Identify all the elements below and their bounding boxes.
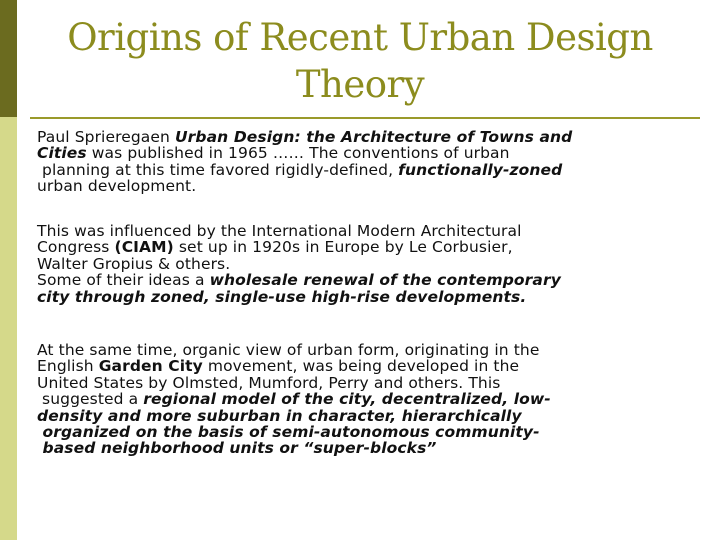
text-run: suggested a <box>37 390 144 409</box>
paragraph-1-line-2 <box>37 145 687 161</box>
emphasis: regional model of the city, decentralized, low- <box>143 390 551 409</box>
paragraph-3-line-1: At the same time, organic view of urban form, originating in the <box>37 341 540 359</box>
emphasis: wholesale renewal of the contemporary <box>209 271 561 290</box>
paragraph-1 <box>37 129 687 195</box>
paragraph-2-line-3: Walter Gropius & others. <box>37 254 231 273</box>
title-divider <box>30 117 700 119</box>
book-title-emphasis: Cities <box>37 144 87 163</box>
sidebar-dark-band <box>0 0 17 117</box>
text-run: movement, was being developed in the <box>202 357 520 376</box>
paragraph-2-line-1: This was influenced by the International Modern Architectural <box>37 222 522 240</box>
text-run: English <box>37 357 99 376</box>
paragraph-3-line-2 <box>37 358 687 374</box>
slide-title-line-1: Origins of Recent Urban Design <box>67 16 653 59</box>
paragraph-2-line-4 <box>37 272 687 288</box>
text-run: planning at this time favored rigidly-defined, <box>37 160 399 179</box>
slide-title-line-2: Theory <box>295 63 425 106</box>
book-title-emphasis: Urban Design: the Architecture of Towns and <box>175 128 573 146</box>
text-run: set up in 1920s in Europe by Le Corbusier, <box>173 238 513 257</box>
paragraph-2-line-5: city through zoned, single-use high-rise developments. <box>37 287 527 306</box>
emphasis: functionally-zoned <box>398 160 563 179</box>
slide-title <box>20 14 700 108</box>
paragraph-3-line-7: based neighborhood units or “super-blocks” <box>37 439 437 458</box>
paragraph-3-line-4 <box>37 391 687 407</box>
garden-city-emphasis: Garden City <box>98 357 203 376</box>
text-run: was published in 1965 …… The conventions of urban <box>86 144 510 163</box>
text-run: Paul Sprieregaen <box>37 128 175 146</box>
acronym-emphasis: (CIAM) <box>114 238 174 257</box>
sidebar-light-band <box>0 117 17 540</box>
paragraph-2 <box>37 223 687 305</box>
paragraph-1-line-4: urban development. <box>37 177 197 196</box>
text-run: Congress <box>37 238 115 257</box>
paragraph-1-line-1 <box>37 129 687 145</box>
text-run: Some of their ideas a <box>37 271 210 290</box>
paragraph-3-line-6: organized on the basis of semi-autonomous community- <box>37 423 540 442</box>
paragraph-2-line-2 <box>37 239 687 255</box>
paragraph-3 <box>37 342 687 457</box>
paragraph-1-line-3 <box>37 162 687 178</box>
paragraph-3-line-5: density and more suburban in character, hierarchically <box>37 406 522 425</box>
paragraph-3-line-3: United States by Olmsted, Mumford, Perry and others. This <box>37 373 501 392</box>
